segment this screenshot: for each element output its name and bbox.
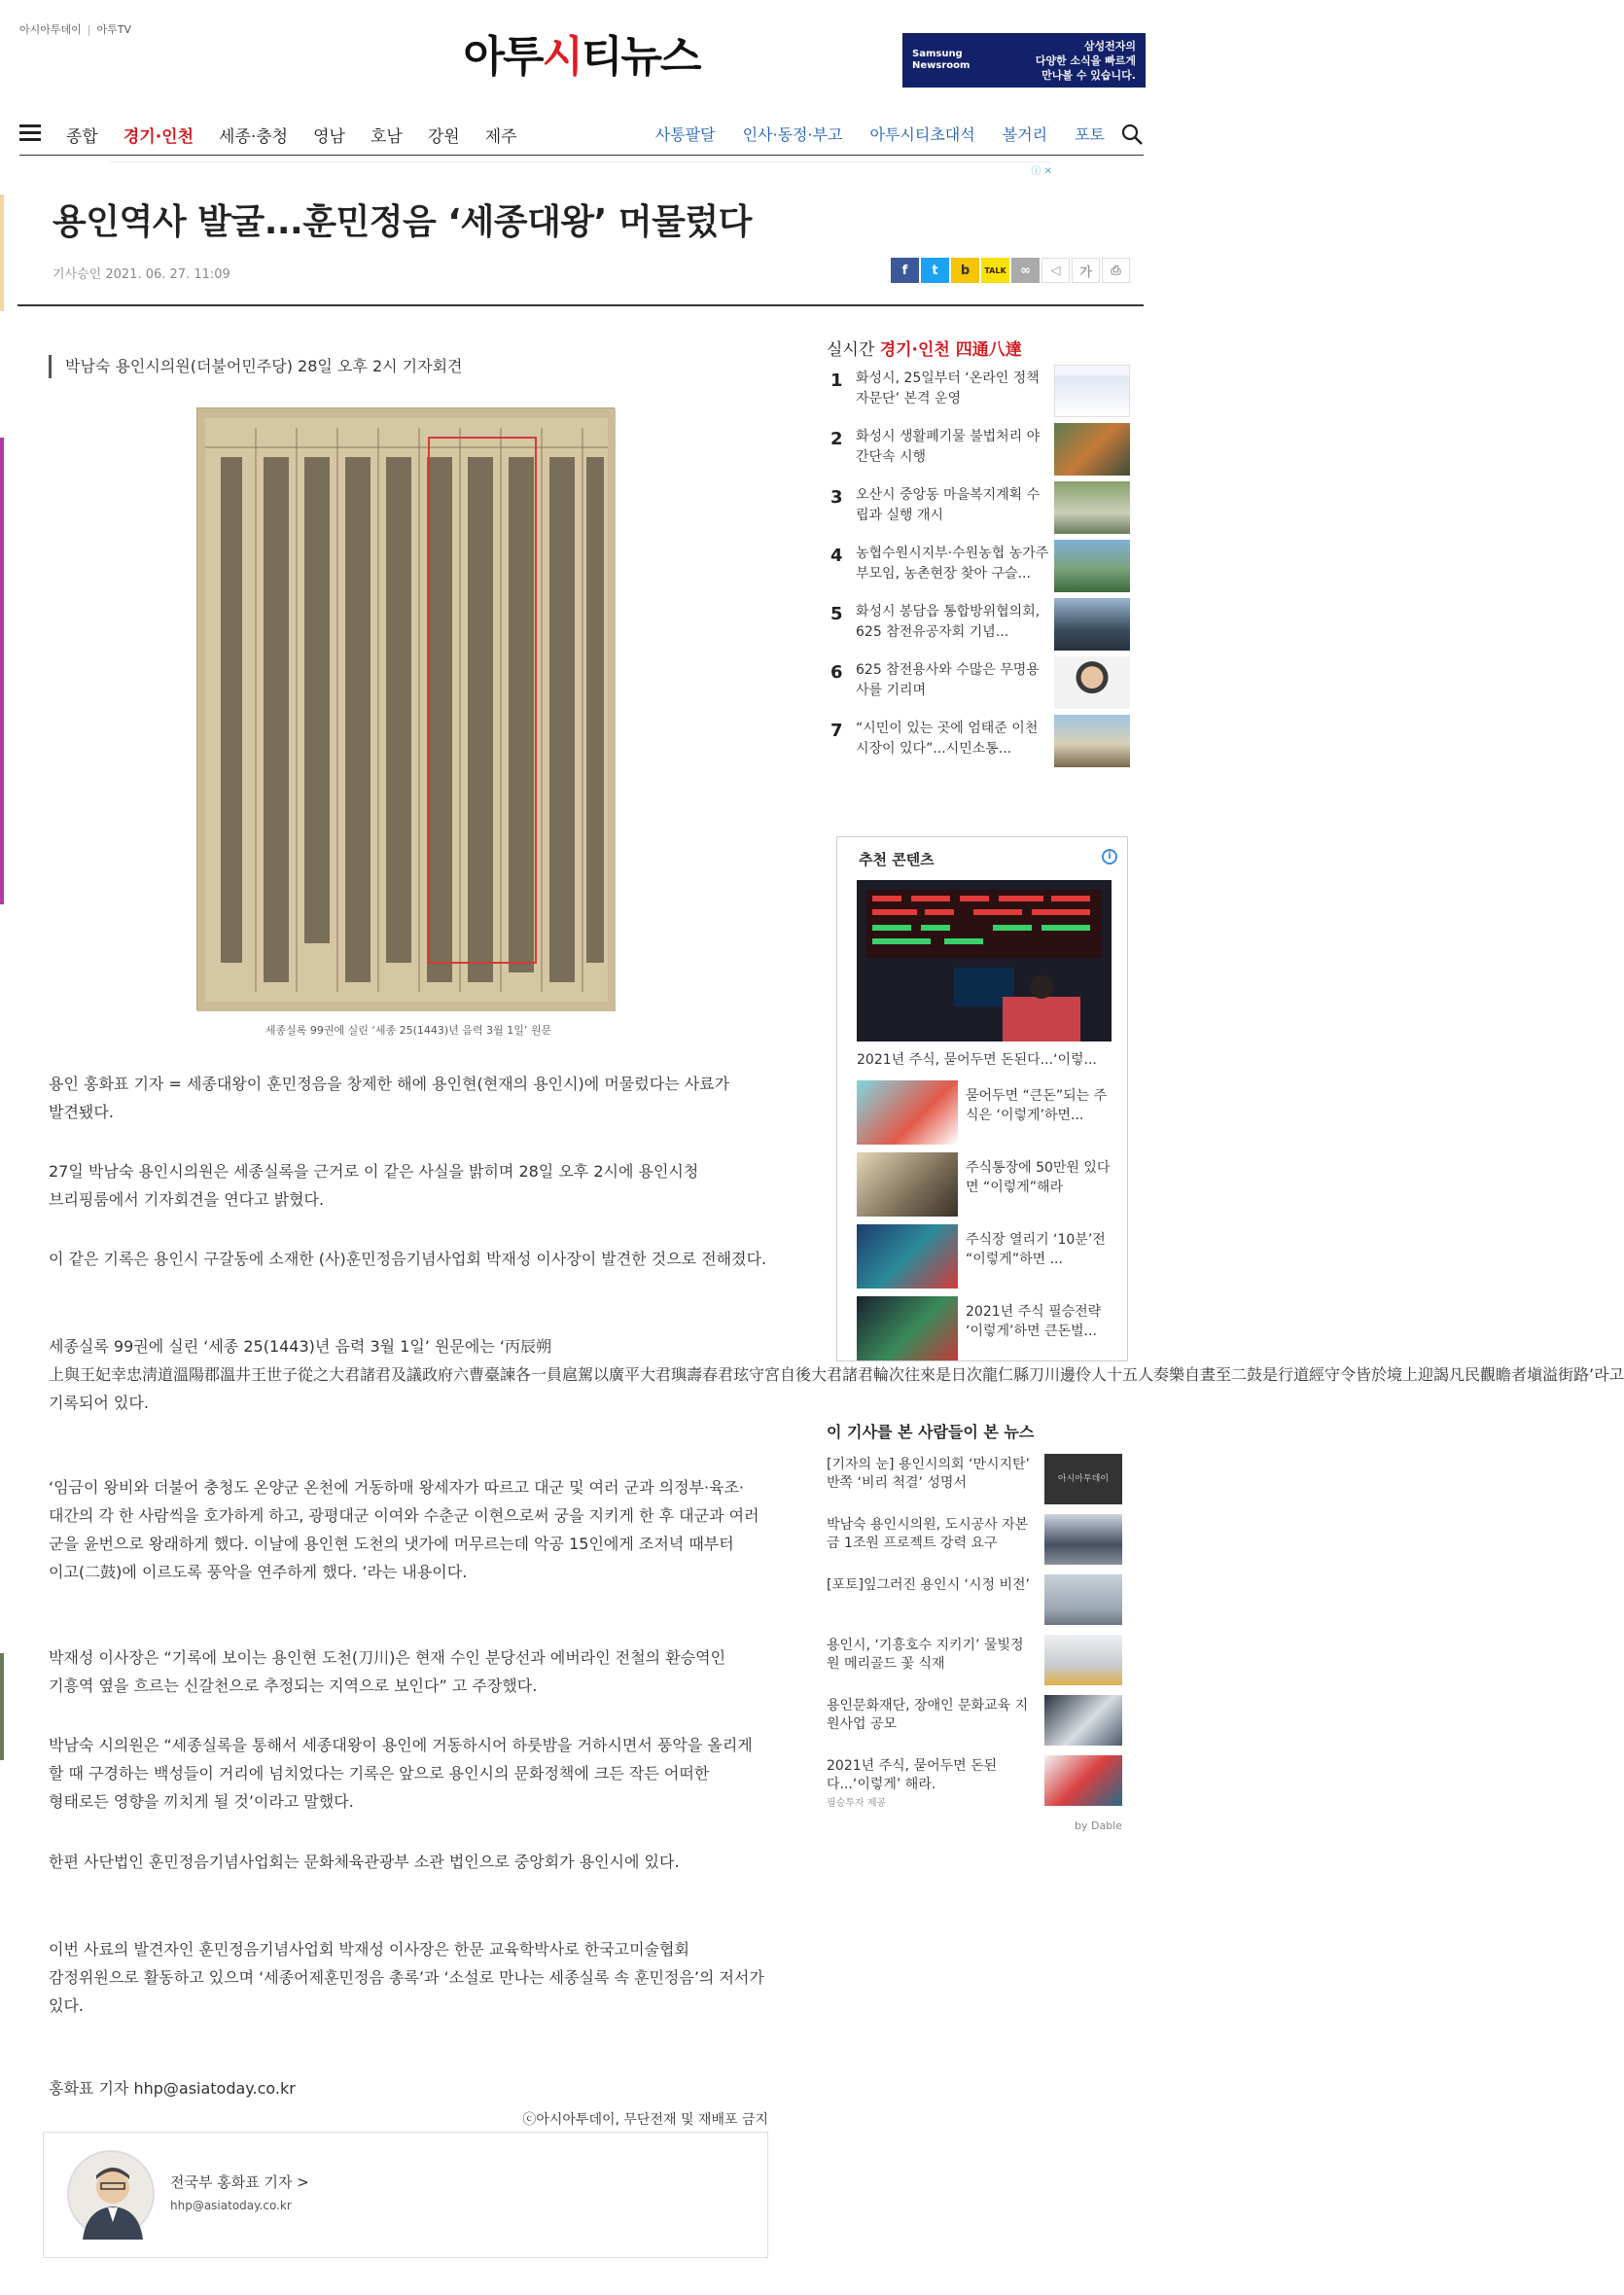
nav-item-gyeonggi[interactable]: 경기·인천 <box>123 127 194 147</box>
paragraph-5: ‘임금이 왕비와 더불어 충청도 온양군 온천에 거동하매 왕세자가 따르고 대군 및 여러 군과 의정부·육조·대간의 각 한 사람씩을 호가하게 하고, 광평대군 이여와 수춘군 이현으로써 궁을 지키게 한 후 대군과 여러 군을 윤번으로 왕래하게 했다. 이날에 용인현 도천의 냇가에 머무르는데 악공 15인에게 조저녁 때부터 이고(二鼓)에 이르도록 풍악을 연주하게 했다. ’라는 내용이다. <box>49 1478 759 1581</box>
thumbnail <box>857 1080 958 1145</box>
nav-item-gangwon[interactable]: 강원 <box>427 127 460 147</box>
headline: [기자의 눈] 용인시의회 ‘만시지탄’ 반쪽 ‘비리 척결’ 성명서 <box>827 1457 1030 1491</box>
list-item[interactable] <box>827 1574 1138 1629</box>
link-atv[interactable]: 아투TV <box>96 23 131 36</box>
paragraph-8: 한편 사단법인 훈민정음기념사업회는 문화체육관광부 소관 법인으로 중앙회가 용인시에 있다. <box>49 1853 680 1871</box>
list-item[interactable] <box>827 423 1138 477</box>
sillok-manuscript-photo[interactable] <box>196 407 615 1010</box>
list-item[interactable] <box>857 1296 1112 1360</box>
top-links <box>19 21 131 37</box>
rank-number: 3 <box>830 487 843 508</box>
left-edge-ad-2 <box>0 438 4 904</box>
main-nav <box>19 117 1144 156</box>
list-item[interactable] <box>857 1224 1112 1289</box>
thumbnail-label: 아시아투데이 <box>1057 1474 1110 1484</box>
sidebar <box>827 335 1138 1832</box>
blog-icon[interactable]: b <box>951 258 979 283</box>
article-title: 용인역사 발굴...훈민정음 ‘세종대왕’ 머물렀다 <box>53 202 752 242</box>
thumbnail <box>1054 365 1130 417</box>
realtime-label: 실시간 <box>827 340 875 360</box>
thumbnail <box>1044 1695 1122 1746</box>
thumbnail <box>1054 715 1130 767</box>
headline: 화성시 봉담읍 통합방위협의회, 625 참전유공자회 기념... <box>856 604 1041 640</box>
headline: “시민이 있는 곳에 엄태준 이천시장이 있다”...시민소통... <box>856 721 1039 757</box>
ad-line-3: 만나볼 수 있습니다. <box>1041 68 1136 82</box>
stock-board-image <box>857 880 1112 1042</box>
headline: 묻어두면 “큰돈”되는 주식은 ‘이렇게’하면... <box>966 1088 1108 1123</box>
headline: 용인문화재단, 장애인 문화교육 지원사업 공모 <box>827 1698 1029 1732</box>
nav-item-sejong[interactable]: 세종·충청 <box>219 127 289 147</box>
copyright-notice: ⓒ아시아투데이, 무단전재 및 재배포 금지 <box>522 2112 768 2128</box>
headline: 2021년 주식, 묻어두면 돈된다...‘이렇게’ 해라. <box>827 1758 998 1792</box>
back-icon[interactable]: ◁ <box>1041 258 1070 283</box>
twitter-icon[interactable]: t <box>921 258 949 283</box>
headline: 오산시 중앙동 마을복지계획 수립과 실행 개시 <box>856 487 1041 523</box>
recommend-hero-image[interactable] <box>857 880 1112 1042</box>
paragraph-4: 세종실록 99권에 실린 ‘세종 25(1443)년 음력 3월 1일’ 원문에는 ‘丙辰朔 上與王妃幸忠淸道溫陽郡溫井王世子從之大君諸君及議政府六曹臺諫各一員扈駕以廣平大君璵壽春君玹守宮自後大君諸君輪次往來是日次龍仁縣刀川邊伶人十五人奏樂自晝至二鼓是行道經守令皆於境上迎謁凡民觀瞻者塡溢街路’라고 기록되어 있다. <box>49 1337 1624 1412</box>
share-bar <box>891 258 1130 283</box>
nav-left <box>66 123 543 147</box>
list-item[interactable] <box>827 715 1138 769</box>
nav-item-honam[interactable]: 호남 <box>370 127 403 147</box>
list-item[interactable] <box>857 1080 1112 1145</box>
samsung-ad-banner[interactable] <box>902 33 1146 88</box>
list-item[interactable] <box>827 1454 1138 1508</box>
link-icon[interactable]: ∞ <box>1011 258 1040 283</box>
list-item[interactable] <box>827 598 1138 653</box>
list-item[interactable] <box>827 365 1138 419</box>
ad-line-2: 다양한 소식을 빠르게 <box>1035 53 1136 67</box>
headline: 박남숙 용인시의원, 도시공사 자본금 1조원 프로젝트 강력 요구 <box>827 1517 1029 1551</box>
headline: 화성시, 25일부터 ‘온라인 정책자문단’ 본격 운영 <box>856 371 1040 406</box>
ad-close-icon[interactable]: ⓘ ✕ <box>1031 166 1052 177</box>
recommend-hero-caption[interactable]: 2021년 주식, 묻어두면 돈된다...‘이렇... <box>857 1052 1097 1068</box>
thumbnail <box>1044 1635 1122 1685</box>
reporter-card[interactable] <box>43 2132 768 2258</box>
menu-icon[interactable] <box>19 124 41 142</box>
list-item[interactable] <box>827 1695 1138 1749</box>
headline: 주식장 열리기 ‘10분’전 “이렇게”하면 ... <box>966 1232 1106 1267</box>
top-header <box>0 0 1163 115</box>
thumbnail <box>1044 1514 1122 1565</box>
thumbnail <box>1044 1574 1122 1625</box>
realtime-heading <box>827 335 1138 360</box>
rank-number: 2 <box>830 429 843 449</box>
headline: 주식통장에 50만원 있다면 “이렇게”해라 <box>966 1160 1111 1195</box>
thumbnail <box>1054 423 1130 476</box>
headline: 2021년 주식 필승전략 ‘이렇게’하면 큰돈벌... <box>966 1304 1102 1339</box>
realtime-region: 경기·인천 四通八達 <box>879 340 1022 360</box>
list-item[interactable] <box>827 1514 1138 1569</box>
manuscript-image <box>197 408 616 1011</box>
paragraph-7: 박남숙 시의원은 “세종실록을 통해서 세종대왕이 용인에 거동하시어 하룻밤을 거하시면서 풍악을 올리게 할 때 구경하는 백성들이 거리에 넘치었다는 기록은 앞으로 용인시의 문화정책에 크든 작든 어떠한 형태로든 영향을 끼치게 될 것’이라고 말했다. <box>49 1736 753 1811</box>
thumbnail <box>857 1224 958 1289</box>
nav-item-satong[interactable]: 사통팔달 <box>654 125 716 144</box>
list-item[interactable] <box>827 481 1138 536</box>
article-header <box>18 180 1144 306</box>
nav-item-sights[interactable]: 볼거리 <box>1002 125 1048 144</box>
thumbnail <box>1054 540 1130 592</box>
list-item[interactable] <box>857 1152 1112 1217</box>
nav-item-yeongnam[interactable]: 영남 <box>313 127 345 147</box>
facebook-icon[interactable]: f <box>891 258 919 283</box>
headline: 화성시 생활폐기물 불법처리 야간단속 시행 <box>856 429 1041 465</box>
thumbnail <box>1054 598 1130 651</box>
list-item[interactable] <box>827 656 1138 711</box>
font-size-icon[interactable]: 가 <box>1072 258 1100 283</box>
reporter-signoff: 홍화표 기자 hhp@asiatoday.co.kr <box>49 2079 296 2098</box>
info-icon[interactable]: i <box>1102 849 1117 865</box>
sponsor-label: 필승투자 제공 <box>827 1798 887 1809</box>
thumbnail <box>857 1152 958 1217</box>
rank-number: 4 <box>830 546 843 566</box>
left-edge-ad <box>0 194 4 311</box>
recommend-title: 추천 콘텐츠 <box>859 851 935 868</box>
thumbnail <box>1044 1454 1122 1504</box>
ad-brand: Samsung Newsroom <box>912 49 971 71</box>
ad-line-1: 삼성전자의 <box>1083 39 1136 53</box>
rank-number: 1 <box>830 371 843 391</box>
rank-number: 5 <box>830 604 843 624</box>
headline: 농협수원시지부·수원농협 농가주부모임, 농촌현장 찾아 구슬... <box>856 546 1049 582</box>
thumbnail <box>857 1296 958 1360</box>
site-logo[interactable] <box>445 33 718 82</box>
nav-item-jeju[interactable]: 제주 <box>484 127 517 147</box>
article-date: 기사승인 2021. 06. 27. 11:09 <box>53 267 230 282</box>
article-subhead: 박남숙 용인시의원(더불어민주당) 28일 오후 2시 기자회견 <box>49 355 463 378</box>
dable-credit[interactable]: by Dable <box>1074 1819 1122 1832</box>
nav-item-personnel[interactable]: 인사·동정·부고 <box>742 125 843 144</box>
nav-right <box>628 123 1105 145</box>
nav-item-general[interactable]: 종합 <box>66 127 98 147</box>
left-edge-ad-3 <box>0 1653 4 1760</box>
paragraph-6: 박재성 이사장은 “기록에 보이는 용인현 도천(刀川)은 현재 수인 분당선과 에버라인 전철의 환승역인 기흥역 옆을 흐르는 신갈천으로 추정되는 지역으로 보인다” 고 주장했다. <box>49 1648 726 1695</box>
headline: [포토]잎그러진 용인시 ‘시정 비전’ <box>827 1577 1030 1593</box>
headline: 용인시, ‘기흥호수 지키기’ 물빛정원 메리골드 꽃 식재 <box>827 1638 1024 1672</box>
photo-caption: 세종실록 99권에 실린 ‘세종 25(1443)년 음력 3월 1일’ 원문 <box>265 1024 552 1037</box>
logo-text-accent: 시 <box>542 32 582 82</box>
avatar <box>67 2150 155 2238</box>
thumbnail <box>1044 1755 1122 1806</box>
ad-message <box>1000 39 1136 83</box>
paragraph-2: 27일 박남숙 용인시의원은 세종실록을 근거로 이 같은 사실을 밝히며 28일 오후 2시에 용인시청 브리핑룸에서 기자회견을 연다고 밝혔다. <box>49 1162 699 1209</box>
reporter-email[interactable]: hhp@asiatoday.co.kr <box>170 2199 292 2212</box>
logo-text-rest: 티뉴스 <box>582 32 700 82</box>
reporter-name[interactable]: 전국부 홍화표 기자 > <box>170 2173 309 2191</box>
thumbnail <box>1054 656 1130 709</box>
search-icon[interactable] <box>1120 123 1144 146</box>
headline: 625 참전용사와 수많은 무명용사를 기리며 <box>856 662 1040 698</box>
paragraph-3: 이 같은 기록은 용인시 구갈동에 소재한 (사)훈민정음기념사업회 박재성 이사장이 발견한 것으로 전해졌다. <box>49 1250 767 1268</box>
link-asiatoday[interactable]: 아시아투데이 <box>19 23 82 36</box>
rank-number: 6 <box>830 662 843 683</box>
list-item[interactable] <box>827 540 1138 594</box>
list-item[interactable] <box>827 1635 1138 1689</box>
ad-slot-strip <box>109 161 1052 175</box>
print-icon[interactable]: ⎙ <box>1102 258 1130 283</box>
recommend-box <box>836 836 1128 1361</box>
also-read-heading: 이 기사를 본 사람들이 본 뉴스 <box>827 1423 1035 1441</box>
nav-item-invite[interactable]: 아투시티초대석 <box>869 125 975 144</box>
paragraph-9: 이번 사료의 발견자인 훈민정음기념사업회 박재성 이사장은 한문 교육학박사로 한국고미술협회 감정위원으로 활동하고 있으며 ‘세종어제훈민정음 총록’과 ‘소설로 만나는 세종실록 속 훈민정음’의 저서가 있다. <box>49 1940 764 2015</box>
thumbnail <box>1054 481 1130 534</box>
kakaotalk-icon[interactable]: TALK <box>981 258 1009 283</box>
logo-text-main: 아투 <box>463 32 543 82</box>
nav-item-photo[interactable]: 포토 <box>1075 125 1105 144</box>
link-separator: | <box>87 23 91 36</box>
rank-number: 7 <box>830 721 843 741</box>
paragraph-1: 용인 홍화표 기자 = 세종대왕이 훈민정음을 창제한 해에 용인현(현재의 용인시)에 머물렀다는 사료가 발견됐다. <box>49 1075 730 1121</box>
